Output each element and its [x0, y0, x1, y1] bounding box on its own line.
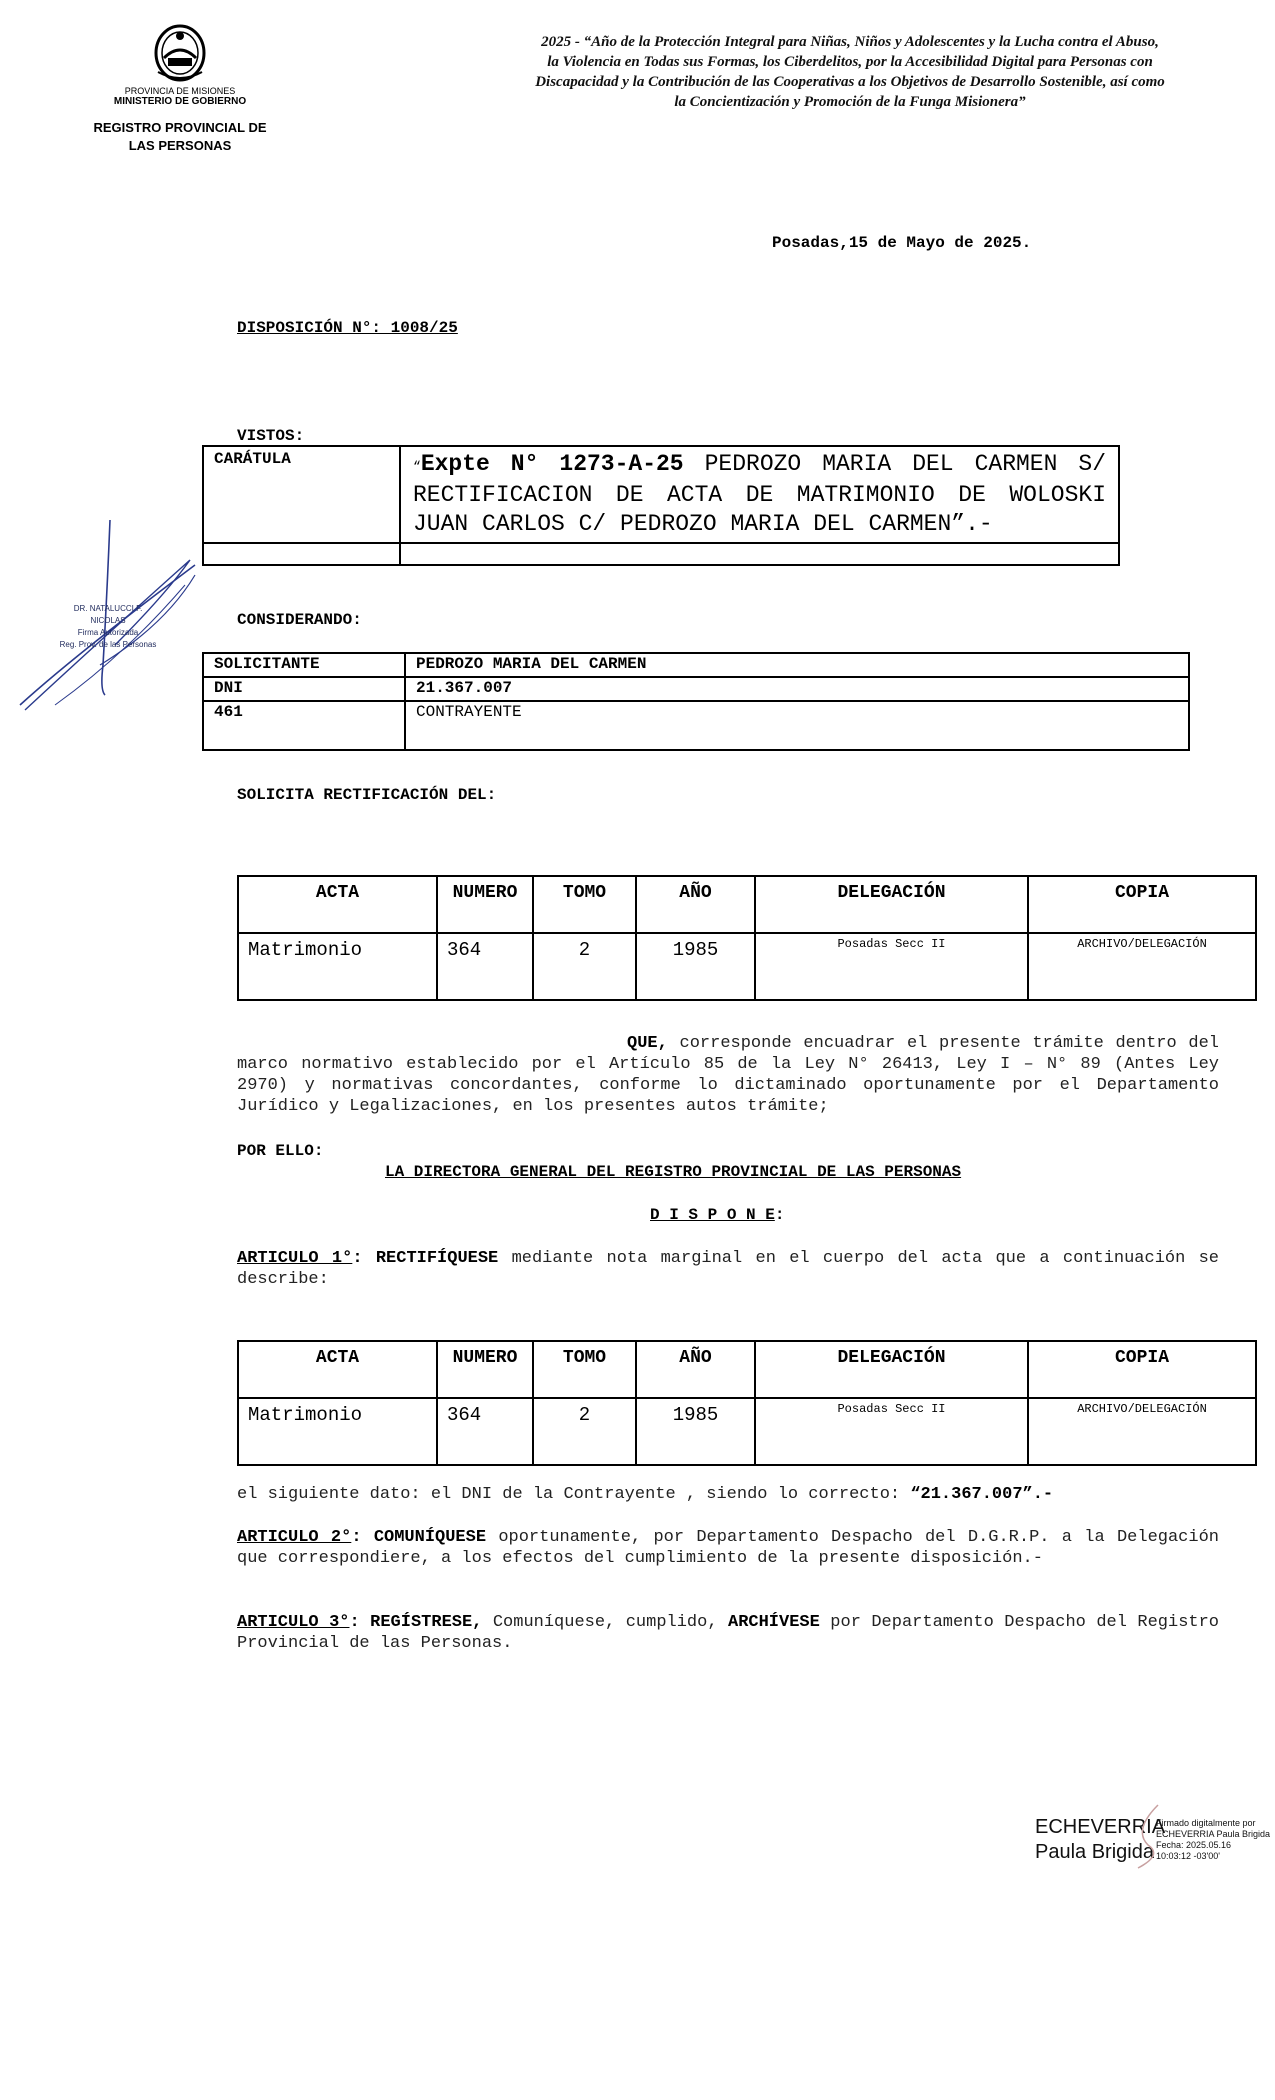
article-3-label: ARTICULO 3°	[237, 1613, 350, 1632]
stamp-line3: Reg. Prov. de las Personas	[59, 640, 157, 649]
dispone-word: D I S P O N E	[650, 1206, 775, 1224]
considerando-key: DNI	[203, 677, 405, 701]
acta-cell: Matrimonio	[238, 933, 437, 1000]
acta-header: AÑO	[636, 876, 755, 933]
dispone-heading: D I S P O N E:	[650, 1206, 785, 1224]
que-text: corresponde encuadrar el presente trámite dentro del marco normativo establecido por el Artículo 85 de la Ley N° 26413, Ley I – N° 89 (Antes Ley 2970) y normativas concordantes, conforme lo dictaminado oportunamente por el Departamento Jurídico y Legalizaciones, en los presentes autos trámite;	[237, 1034, 1219, 1116]
solicita-label: SOLICITA RECTIFICACIÓN DEL:	[237, 786, 497, 804]
document-date: Posadas,15 de Mayo de 2025.	[772, 234, 1032, 252]
digital-signature-meta	[1156, 1818, 1275, 1862]
que-lead: QUE,	[627, 1034, 668, 1053]
authorized-signature-stamp	[58, 603, 158, 651]
acta-cell: Matrimonio	[238, 1398, 437, 1465]
acta-header: ACTA	[238, 1341, 437, 1398]
considerando-key: 461	[203, 701, 405, 750]
acta-cell: 1985	[636, 1398, 755, 1465]
article-2: ARTICULO 2°: COMUNÍQUESE oportunamente, por Departamento Despacho del D.G.R.P. a la Delegación que correspondiere, a los efectos del cumplimiento de la presente disposición.-	[237, 1528, 1219, 1568]
acta-header: ACTA	[238, 876, 437, 933]
caratula-open-quote: “	[413, 459, 421, 474]
caratula-text: PEDROZO MARIA DEL CARMEN S/ RECTIFICACION DE ACTA DE MATRIMONIO DE WOLOSKI JUAN CARLOS C/ PEDROZO MARIA DEL CARMEN”.-	[413, 451, 1106, 537]
dato-text: el siguiente dato: el DNI de la Contrayente , siendo lo correcto:	[237, 1485, 911, 1504]
acta-header: DELEGACIÓN	[755, 876, 1028, 933]
signature-meta-line: Fecha: 2025.05.16	[1156, 1840, 1232, 1850]
article-1-text: mediante nota marginal en el cuerpo del acta que a continuación se describe:	[237, 1249, 1220, 1289]
acta-cell: ARCHIVO/DELEGACIÓN	[1028, 1398, 1256, 1465]
stamp-line1: DR. NATALUCCI F. NICOLAS	[73, 604, 143, 625]
dato-value: “21.367.007”.-	[910, 1485, 1054, 1504]
considerando-key: SOLICITANTE	[203, 653, 405, 677]
acta-cell: Posadas Secc II	[755, 1398, 1028, 1465]
disposition-number: DISPOSICIÓN N°: 1008/25	[237, 319, 458, 337]
acta-header: NUMERO	[437, 876, 533, 933]
article-3-mid: Comuníquese, cumplido,	[482, 1613, 728, 1632]
article-2-text: oportunamente, por Departamento Despacho del D.G.R.P. a la Delegación que correspondiere, a los efectos del cumplimiento de la presente disposición.-	[237, 1528, 1219, 1568]
acta-cell: 2	[533, 1398, 636, 1465]
province-seal-icon	[148, 22, 212, 84]
registry-name-line2: LAS PERSONAS	[128, 138, 232, 153]
acta-header: TOMO	[533, 876, 636, 933]
signature-meta-line: Firmado digitalmente por	[1156, 1818, 1256, 1828]
acta-cell: 364	[437, 1398, 533, 1465]
article-3-verb1: REGÍSTRESE,	[370, 1613, 483, 1632]
acta-header: TOMO	[533, 1341, 636, 1398]
considerando-value: CONTRAYENTE	[405, 701, 1189, 750]
caratula-key: CARÁTULA	[203, 446, 400, 543]
expediente-number: Expte N° 1273-A-25	[420, 451, 684, 477]
acta-header: NUMERO	[437, 1341, 533, 1398]
signature-meta-line: ECHEVERRIA Paula Brigida	[1156, 1829, 1271, 1839]
article-1-label: ARTICULO 1°	[237, 1249, 353, 1268]
considerando-value: 21.367.007	[405, 677, 1189, 701]
acta-header: COPIA	[1028, 1341, 1256, 1398]
article-1-verb: RECTIFÍQUESE	[375, 1249, 499, 1268]
province-name: PROVINCIA DE MISIONES	[124, 86, 236, 96]
que-paragraph	[237, 1033, 1219, 1117]
article-1: ARTICULO 1°: RECTIFÍQUESE mediante nota marginal en el cuerpo del acta que a continuación se describe:	[237, 1249, 1220, 1289]
article-3-verb2: ARCHÍVESE	[728, 1613, 820, 1632]
article-2-verb: COMUNÍQUESE	[373, 1528, 487, 1547]
acta-cell: 2	[533, 933, 636, 1000]
year-motto: 2025 - “Año de la Protección Integral para Niñas, Niños y Adolescentes y la Lucha contra el Abuso, la Violencia en Todas sus Formas, los Ciberdelitos, por la Accesibilidad Digital para Personas con Discapacidad y la Contribución de las Cooperativas a los Objetivos de Desarrollo Sostenible, así como la Concientización y Promoción de la Funga Misionera”	[535, 34, 1165, 110]
acta-table-2	[237, 1340, 1257, 1466]
acta-header: AÑO	[636, 1341, 755, 1398]
ministry-name: MINISTERIO DE GOBIERNO	[113, 96, 247, 107]
acta-header: COPIA	[1028, 876, 1256, 933]
registry-logo	[80, 22, 280, 155]
article-3: ARTICULO 3°: REGÍSTRESE, Comuníquese, cumplido, ARCHÍVESE por Departamento Despacho del Registro Provincial de las Personas.	[237, 1613, 1219, 1653]
considerando-table	[202, 652, 1190, 751]
signer-surname: ECHEVERRIA	[1035, 1816, 1166, 1838]
vistos-label: VISTOS:	[237, 427, 305, 445]
signer-given-names: Paula Brigida	[1035, 1841, 1154, 1863]
acta-cell: ARCHIVO/DELEGACIÓN	[1028, 933, 1256, 1000]
caratula-table	[202, 445, 1120, 566]
dato-line	[237, 1484, 1219, 1505]
acta-cell: 1985	[636, 933, 755, 1000]
signature-meta-line: 10:03:12 -03'00'	[1156, 1851, 1220, 1861]
acta-header: DELEGACIÓN	[755, 1341, 1028, 1398]
considerando-value: PEDROZO MARIA DEL CARMEN	[405, 653, 1189, 677]
caratula-value	[400, 446, 1119, 543]
registry-name-line1: REGISTRO PROVINCIAL DE	[93, 120, 267, 135]
por-ello-label: POR ELLO:	[237, 1142, 324, 1160]
stamp-line2: Firma Autorizada	[77, 628, 139, 637]
article-2-label: ARTICULO 2°	[237, 1528, 352, 1547]
caratula-empty-cell	[400, 543, 1119, 565]
acta-cell: 364	[437, 933, 533, 1000]
caratula-empty-cell	[203, 543, 400, 565]
acta-table-1	[237, 875, 1257, 1001]
directora-title: LA DIRECTORA GENERAL DEL REGISTRO PROVINCIAL DE LAS PERSONAS	[385, 1163, 962, 1181]
considerando-label: CONSIDERANDO:	[237, 611, 362, 629]
acta-cell: Posadas Secc II	[755, 933, 1028, 1000]
article-3-text: por Departamento Despacho del Registro Provincial de las Personas.	[237, 1613, 1219, 1653]
